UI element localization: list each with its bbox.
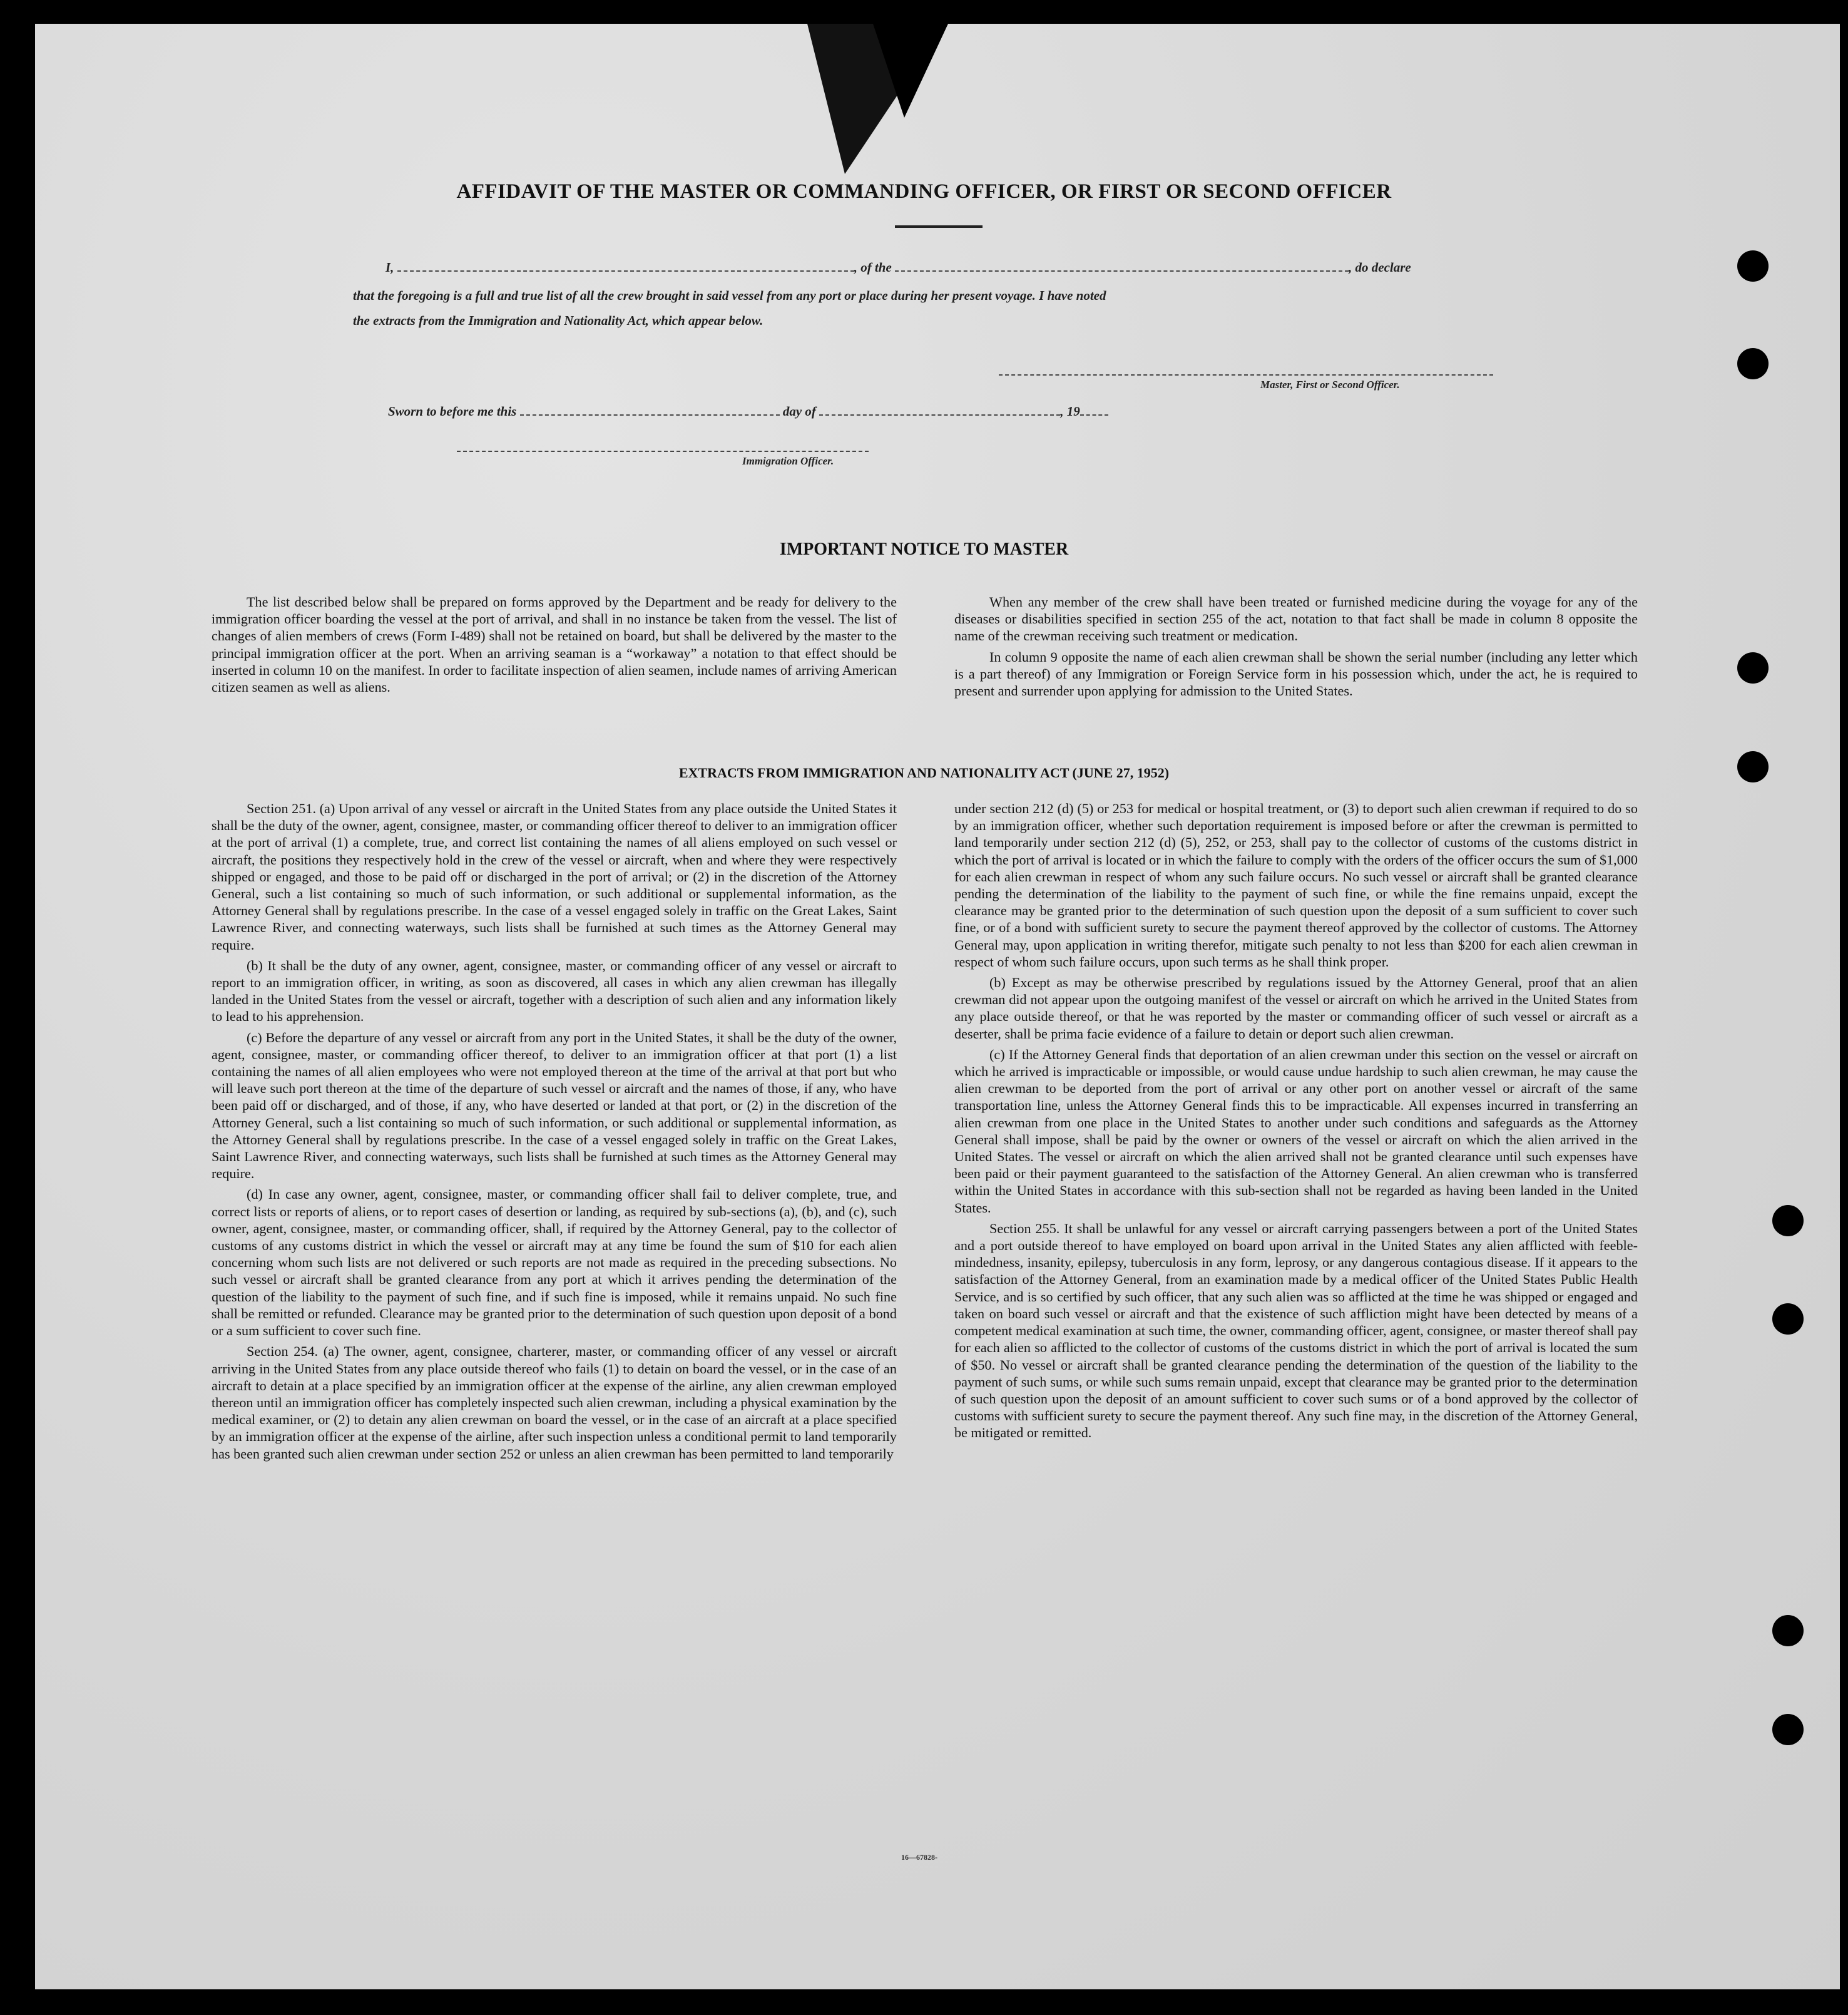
extract-paragraph: (d) In case any owner, agent, consignee, master, or commanding officer shall fail to deliver complete, true, and correct lists or reports of aliens, or to report cases of desertion or landing, as required by sub-sections (a), (b), and (c), such owner, agent, consignee, master, or commanding officer, shall, if required by the Attorney General, pay to the collector of customs of any customs district in which the vessel or aircraft may at any time be found the sum of $10 for each alien concerning whom such lists are not delivered or such reports are not made as required in the preceding subsections. No such vessel or aircraft shall be granted clearance from any port at which it arrives pending the determination of the question of the liability to the payment of such fine, and if such fine is imposed, while it remains unpaid. No such fine shall be remitted or refunded. Clearance may be granted prior to the determination of such question upon deposit of a bond or a sum sufficient to cover such fine. (212, 1186, 897, 1339)
binder-hole (1737, 348, 1769, 379)
notice-right-paragraph-2: In column 9 opposite the name of each alien crewman shall be shown the serial number (including any letter which is a part thereof) of any Immigration or Foreign Service form in his possession which, under the act, he is required to present and surrender upon applying for admission to the United States. (954, 649, 1638, 699)
master-signature-line[interactable] (999, 374, 1493, 376)
vessel-field[interactable] (895, 259, 1349, 272)
affidavit-line-2: that the foregoing is a full and true list of all the crew brought in said vessel from any port or place during her present voyage. I have noted (353, 288, 1106, 303)
affidavit-do-declare: , do declare (1349, 260, 1411, 275)
binder-hole (1772, 1303, 1804, 1335)
extract-paragraph: Section 251. (a) Upon arrival of any vessel or aircraft in the United States from any place outside the United States it shall be the duty of the owner, agent, consignee, master, or commanding officer thereof to deliver to an immigration officer at the port of arrival (1) a complete, true, and correct list containing the names of all aliens employed on such vessel or aircraft, the positions they respectively hold in the crew of the vessel or aircraft, when and where they were respectively shipped or engaged, and those to be paid off or discharged in the port of arrival; or (2) in the discretion of the Attorney General, such a list containing so much of such information, or such additional or supplemental information, as the Attorney General shall by regulations prescribe. In the case of a vessel engaged solely in traffic on the Great Lakes, Saint Lawrence River, and connecting waterways, such lists shall be furnished at such times as the Attorney General may require. (212, 801, 897, 953)
sworn-text: Sworn to before me this (388, 404, 517, 419)
extract-paragraph: (c) Before the departure of any vessel or aircraft from any port in the United States, it shall be the duty of the owner, agent, consignee, master, or commanding officer thereof, to deliver to an immigration officer at that port (1) a list containing the names of all alien employees who were not employed thereon at the time of the arrival at that port but who will leave such port thereon at the time of the departure of such vessel or aircraft and the names of those, if any, who have been paid off or discharged, and of those, if any, who have deserted or landed at that port, or (2) in the discretion of the Attorney General, such a list containing so much of such information, or such additional or supplemental information, as the Attorney General shall by regulations prescribe. In the case of a vessel engaged solely in traffic on the Great Lakes, Saint Lawrence River, and connecting waterways, such lists shall be furnished at such times as the Attorney General may require. (212, 1029, 897, 1182)
officer-signature-line[interactable] (457, 451, 869, 452)
sworn-year-field[interactable] (1080, 403, 1108, 416)
extracts-right-column (954, 800, 1638, 1445)
title-rule (895, 225, 983, 228)
affidavit-line-1 (385, 259, 1411, 275)
year-text: , 19 (1060, 404, 1080, 419)
day-of-text: day of (782, 404, 816, 419)
name-field[interactable] (397, 259, 854, 272)
affidavit-title: AFFIDAVIT OF THE MASTER OR COMMANDING OFFICER, OR FIRST OR SECOND OFFICER (456, 180, 1392, 203)
extract-paragraph: Section 255. It shall be unlawful for any vessel or aircraft carrying passengers between a port of the United States and a port outside thereof to have employed on board upon arrival in the United States any alien afflicted with feeble-mindedness, insanity, epilepsy, tuberculosis in any form, leprosy, or any dangerous contagious disease. If it appears to the satisfaction of the Attorney General, from an examination made by a medical officer of the United States Public Health Service, and is so certified by such officer, that any such alien was so afflicted at the time he was shipped or engaged and taken on board such vessel or aircraft and that the existence of such affliction might have been detected by means of a competent medical examination at such time, the owner, commanding officer, agent, consignee, or master thereof shall pay for each alien so afflicted to the collector of customs of the customs district in which the port of arrival is located the sum of $50. No vessel or aircraft shall be granted clearance pending the determination of the question of the liability to the payment of such sums, or while such sums remain unpaid, except that clearance may be granted prior to the determination of such question upon the deposit of an amount sufficient to cover such sums or of a bond approved by the collector of customs with sufficient surety to secure the payment thereof. Any such fine may, in the discretion of the Attorney General, be mitigated or remitted. (954, 1220, 1638, 1441)
sworn-day-field[interactable] (520, 403, 780, 416)
extract-paragraph: (c) If the Attorney General finds that deportation of an alien crewman under this section on the vessel or aircraft on which he arrived is impracticable or impossible, or would cause undue hardship to such alien crewman, he may cause the alien crewman to be deported from the port of arrival or any other port on another vessel or aircraft of the same transportation line, unless the Attorney General finds this to be impracticable. All expenses incurred in transferring an alien crewman from one place in the United States to another under such conditions and safeguards as the Attorney General shall impose, shall be paid by the owner or owners of the vessel or aircraft on which the alien arrived in the United States. The vessel or aircraft on which the alien arrived shall not be granted clearance until such expenses have been paid or their payment guaranteed to the satisfaction of the Attorney General. An alien crewman who is transferred within the United States in accordance with this sub-section shall not be regarded as having been landed in the United States. (954, 1046, 1638, 1216)
extracts-left-column (212, 800, 897, 1466)
form-code: 16—67828- (901, 1853, 937, 1862)
officer-label: Immigration Officer. (742, 455, 834, 467)
binder-hole (1737, 652, 1769, 684)
torn-edge-inner (873, 24, 948, 118)
affidavit-i: I, (385, 260, 394, 275)
master-label: Master, First or Second Officer. (1260, 379, 1400, 391)
extract-paragraph: (b) Except as may be otherwise prescribed by regulations issued by the Attorney General, proof that an alien crewman did not appear upon the outgoing manifest of the vessel or aircraft on which he arrived in the United States from any place outside thereof, or that he was reported by the master or commanding officer of such vessel or aircraft as a deserter, shall be prima facie evidence of a failure to detain or deport such alien crewman. (954, 975, 1638, 1042)
sworn-month-field[interactable] (819, 403, 1060, 416)
binder-hole (1772, 1205, 1804, 1236)
extracts-title: EXTRACTS FROM IMMIGRATION AND NATIONALITY ACT (JUNE 27, 1952) (678, 765, 1170, 781)
extract-paragraph: Section 254. (a) The owner, agent, consignee, charterer, master, or commanding officer of any vessel or aircraft arriving in the United States from any place outside thereof who fails (1) to detain on board the vessel, or in the case of an aircraft to detain at a place specified by an immigration officer at the expense of the airline, any alien crewman employed thereon until an immigration officer has completely inspected such alien crewman, including a physical examination by the medical examiner, or (2) to detain any alien crewman on board the vessel, or in the case of an aircraft at a place specified by an immigration officer at the expense of the airline, after such inspection unless a conditional permit to land temporarily has been granted such alien crewman under section 252 or unless an alien crewman has been permitted to land temporarily (212, 1343, 897, 1462)
binder-hole (1737, 250, 1769, 282)
sworn-line (388, 403, 1108, 419)
notice-left-paragraph: The list described below shall be prepared on forms approved by the Department and be ready for delivery to the immigration officer boarding the vessel at the port of arrival, and shall in no instance be taken from the vessel. The list of changes of alien members of crews (Form I-489) shall not be retained on board, but shall be delivered by the master to the principal immigration officer at the port. When an arriving seaman is a “workaway” a notation to that effect should be inserted in column 10 on the manifest. In order to facilitate inspection of alien seamen, include names of arriving American citizen seamen as well as aliens. (212, 594, 897, 695)
notice-right-column (954, 593, 1638, 703)
extract-paragraph: under section 212 (d) (5) or 253 for medical or hospital treatment, or (3) to deport such alien crewman if required to do so by an immigration officer, whether such deportation requirement is imposed before or after the crewman is permitted to land temporarily under section 212 (d) (5), 252, or 253, shall pay to the collector of customs of the customs district in which the port of arrival is located or in which the failure to comply with the orders of the officer occurs the sum of $1,000 for each alien crewman in respect of whom any such failure occurs. No such vessel or aircraft shall be granted clearance pending the determination of the liability to the payment of such fine, or while the fine remains unpaid, except the clearance may be granted prior to the determination of such question upon the deposit of a sum sufficient to cover such fine, or of a bond with sufficient surety to secure the payment thereof approved by the collector of customs. The Attorney General may, upon application in writing therefor, mitigate such penalty to not less than $200 for each alien crewman in respect of whom such failure occurs, upon such terms as he shall think proper. (954, 801, 1638, 970)
affidavit-of-the: , of the (854, 260, 892, 275)
extract-paragraph: (b) It shall be the duty of any owner, agent, consignee, master, or commanding officer of any vessel or aircraft to report to an immigration officer, in writing, as soon as discovered, all cases in which any alien crewman has illegally landed in the United States from the vessel or aircraft, together with a description of such alien and any information likely to lead to his apprehension. (212, 957, 897, 1025)
notice-title: IMPORTANT NOTICE TO MASTER (779, 540, 1069, 559)
notice-left-column (212, 593, 897, 699)
binder-hole (1772, 1615, 1804, 1646)
notice-right-paragraph-1: When any member of the crew shall have been treated or furnished medicine during the voyage for any of the diseases or disabilities specified in section 255 of the act, notation to that fact shall be made in column 8 opposite the name of the crewman receiving such treatment or medication. (954, 594, 1638, 644)
binder-hole (1772, 1714, 1804, 1745)
affidavit-line-3: the extracts from the Immigration and Nationality Act, which appear below. (353, 313, 763, 328)
